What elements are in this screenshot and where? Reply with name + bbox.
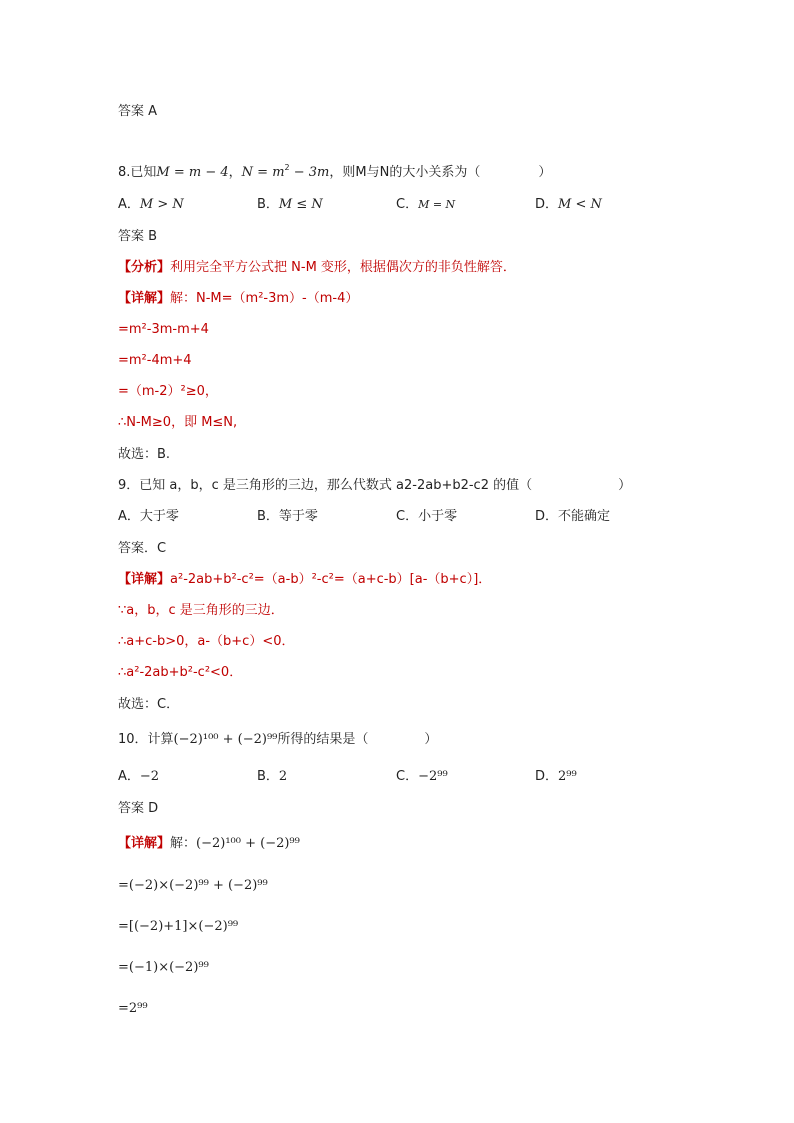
q8-option-b: B．M ≤ N bbox=[257, 197, 323, 212]
q10-option-d: D．2⁹⁹ bbox=[535, 769, 577, 784]
q8-answer: 答案 B bbox=[118, 229, 158, 244]
q9-answer: 答案．C bbox=[118, 541, 167, 556]
q10-option-b: B．2 bbox=[257, 769, 288, 784]
q9-option-b: B．等于零 bbox=[257, 509, 318, 524]
q8-option-c: C．M = N bbox=[396, 197, 456, 212]
answer-prev: 答案 A bbox=[118, 104, 158, 119]
q9-option-d: D．不能确定 bbox=[535, 509, 611, 524]
q10-step-4: =2⁹⁹ bbox=[118, 1001, 148, 1016]
q9-option-a: A．大于零 bbox=[118, 509, 179, 524]
q9-option-c: C．小于零 bbox=[396, 509, 458, 524]
q9-stem: 9．已知 a，b，c 是三角形的三边，那么代数式 a2-2ab+b2-c2 的值（ ） bbox=[118, 478, 632, 493]
q10-stem: 10．计算(−2)¹⁰⁰ + (−2)⁹⁹所得的结果是（ ） bbox=[118, 732, 438, 747]
q10-detail: 【详解】解：(−2)¹⁰⁰ + (−2)⁹⁹ bbox=[118, 836, 300, 851]
q8-step-3: =（m-2）²≥0， bbox=[118, 384, 218, 399]
q9-step-1: ∵a，b，c 是三角形的三边． bbox=[118, 603, 284, 618]
q10-step-1: =(−2)×(−2)⁹⁹ + (−2)⁹⁹ bbox=[118, 878, 268, 893]
q8-step-1: =m²-3m-m+4 bbox=[118, 322, 209, 337]
q8-step-4: ∴N-M≥0，即 M≤N, bbox=[118, 415, 238, 430]
q8-choose: 故选：B. bbox=[118, 447, 171, 462]
q9-choose: 故选：C． bbox=[118, 697, 180, 712]
q10-option-c: C．−2⁹⁹ bbox=[396, 769, 448, 784]
q10-step-2: =[(−2)+1]×(−2)⁹⁹ bbox=[118, 919, 239, 934]
q9-detail: 【详解】a²-2ab+b²-c²=（a-b）²-c²=（a+c-b）[a-（b+c）]． bbox=[118, 572, 492, 587]
q8-analysis: 【分析】利用完全平方公式把 N-M 变形，根据偶次方的非负性解答． bbox=[118, 260, 516, 275]
q8-option-a: A．M > N bbox=[118, 197, 184, 212]
q8-step-2: =m²-4m+4 bbox=[118, 353, 192, 368]
q9-step-2: ∴a+c-b>0，a-（b+c）<0． bbox=[118, 634, 295, 649]
q8-option-d: D．M < N bbox=[535, 197, 602, 212]
q8-detail: 【详解】解：N-M=（m²-3m）-（m-4） bbox=[118, 291, 359, 306]
q10-option-a: A．−2 bbox=[118, 769, 160, 784]
q8-stem: 8.已知M = m − 4，$N = m^2 - 3m$，则M与N的大小关系为（ ） bbox=[118, 163, 552, 180]
q10-step-3: =(−1)×(−2)⁹⁹ bbox=[118, 960, 209, 975]
q10-answer: 答案 D bbox=[118, 801, 159, 816]
q9-step-3: ∴a²-2ab+b²-c²<0． bbox=[118, 665, 243, 680]
